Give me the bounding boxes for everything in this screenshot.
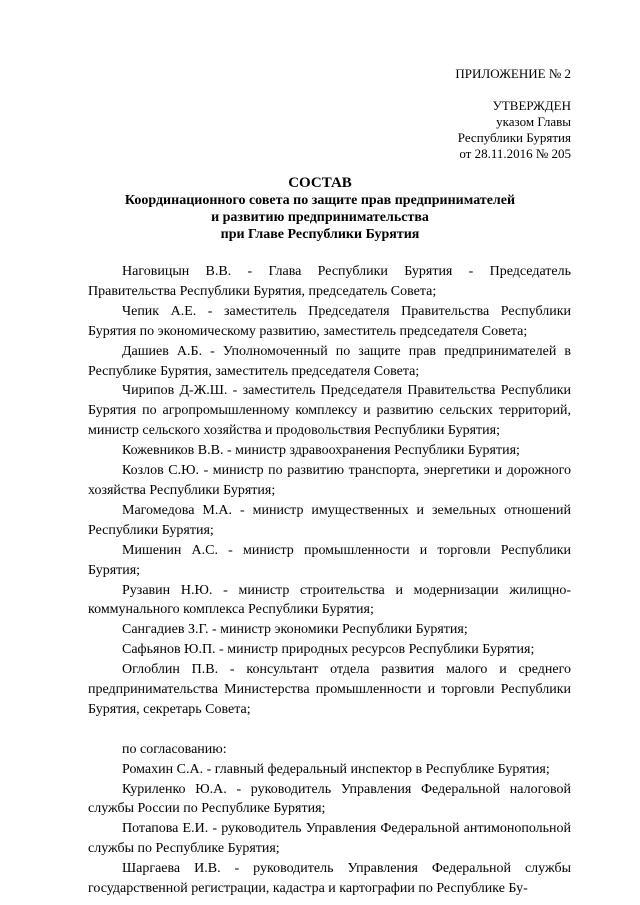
member-entry: Козлов С.Ю. - министр по развитию транспорта, энергетики и дорожного хозяйства Республики Бурятия;	[88, 463, 571, 498]
agreed-member-entry: Шаргаева И.В. - руководитель Управления Федеральной службы государственной регистрации, кадастра и картографии по Республике Бу-	[88, 861, 571, 897]
agreed-member-entry: Потапова Е.И. - руководитель Управления Федеральной антимонопольной службы по Республике Бурятия;	[88, 821, 571, 857]
member-entry: Чепик А.Е. - заместитель Председателя Правительства Республики Бурятия по экономическому развитию, заместитель председателя Совета;	[88, 303, 571, 339]
title-line: при Главе Республики Бурятия	[220, 227, 420, 242]
member-entry: Кожевников В.В. - министр здравоохранения Республики Бурятия;	[122, 443, 520, 459]
member-entry: Чирипов Д-Ж.Ш. - заместитель Председателя Правительства Республики Бурятия по агропромышленному комплексу и развитию сельских территорий, министр сельского хозяйства и продовольствия Республики Бурятия;	[88, 383, 571, 439]
document-title	[0, 175, 640, 243]
title-main: СОСТАВ	[288, 175, 352, 191]
member-entry: Оглоблин П.В. - консультант отдела развития малого и среднего предпринимательства Министерства промышленности и торговли Республики Бурятия, секретарь Совета;	[88, 662, 571, 717]
paragraph-spacer	[88, 720, 571, 740]
member-entry: Мишенин А.С. - министр промышленности и торговли Республики Бурятия;	[88, 542, 571, 578]
appendix-label: ПРИЛОЖЕНИЕ № 2	[455, 66, 571, 81]
members-list	[88, 262, 571, 899]
member-entry: Магомедова М.А. - министр имущественных и земельных отношений Республики Бурятия;	[88, 502, 571, 538]
approval-date: от 28.11.2016 № 205	[459, 146, 571, 161]
member-entry: Сангадиев З.Г. - министр экономики Республики Бурятия;	[122, 622, 468, 638]
approval-stamp	[458, 98, 571, 162]
title-line: Координационного совета по защите прав предпринимателей	[124, 193, 516, 208]
agreed-member-entry: Ромахин С.А. - главный федеральный инспектор в Республике Бурятия;	[122, 761, 550, 777]
member-entry: Сафьянов Ю.П. - министр природных ресурсов Республики Бурятия;	[122, 642, 535, 658]
approval-line: УТВЕРЖДЕН	[492, 98, 571, 113]
title-line: и развитию предпринимательства	[211, 210, 429, 225]
agreed-member-entry: Куриленко Ю.А. - руководитель Управления Федеральной налоговой службы России по Республике Бурятия;	[88, 781, 571, 817]
approval-line: указом Главы	[496, 114, 571, 129]
member-entry: Рузавин Н.Ю. - министр строительства и модернизации жилищно-коммунального комплекса Республики Бурятия;	[88, 582, 571, 618]
agreement-label: по согласованию:	[122, 741, 227, 757]
approval-line: Республики Бурятия	[457, 130, 571, 145]
member-entry: Дашиев А.Б. - Уполномоченный по защите прав предпринимателей в Республике Бурятия, заместитель председателя Совета;	[88, 343, 571, 379]
member-entry: Наговицын В.В. - Глава Республики Бурятия - Председатель Правительства Республики Бурятия, председатель Совета;	[88, 264, 571, 299]
